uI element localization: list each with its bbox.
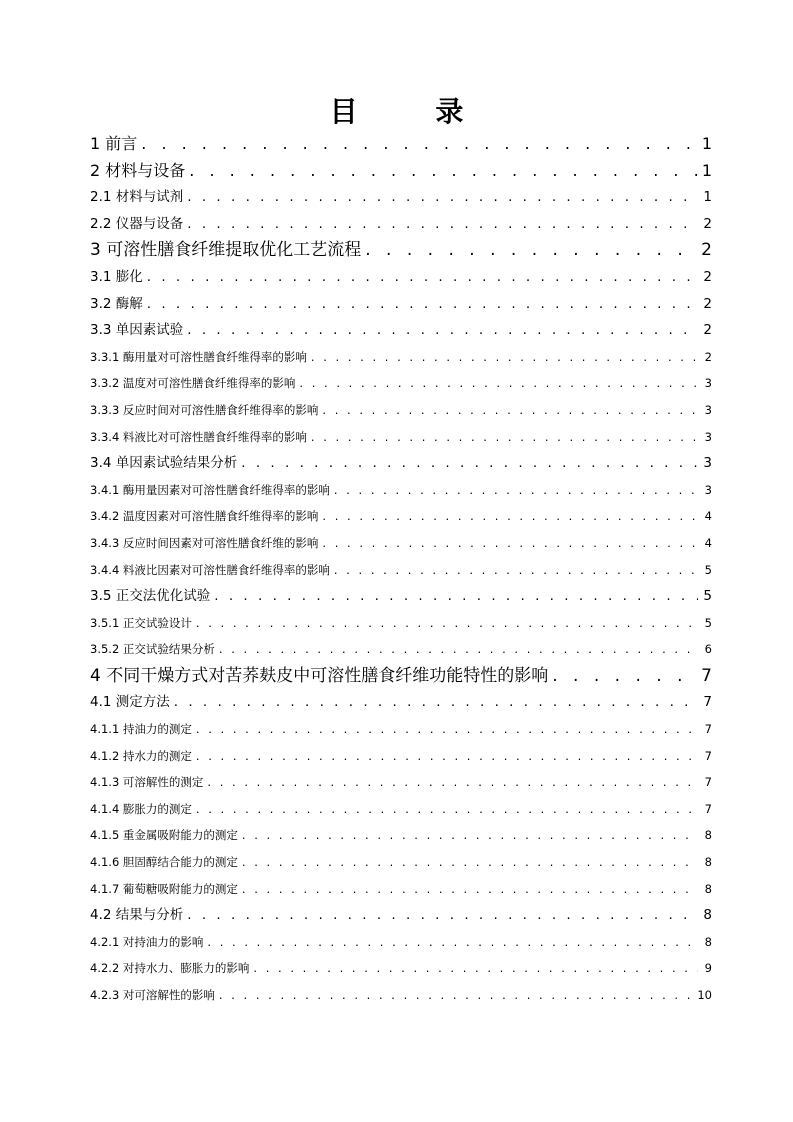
toc-entry-label: 2.2 仪器与设备 [90, 215, 184, 232]
toc-leader-dots [196, 716, 698, 743]
toc-page-number: 7 [704, 801, 712, 816]
toc-entry[interactable] [90, 902, 712, 929]
toc-entry[interactable] [90, 796, 712, 823]
toc-entry[interactable] [90, 503, 712, 530]
toc-title: 目 录 [329, 95, 498, 128]
toc-leader-dots [299, 370, 698, 397]
toc-entry[interactable] [90, 317, 712, 344]
toc-entry[interactable] [90, 689, 712, 716]
toc-leader-dots [322, 530, 698, 557]
toc-page-number: 1 [701, 134, 712, 153]
toc-entry-label: 3.4.3 反应时间因素对可溶性膳食纤维的影响 [90, 535, 319, 550]
toc-page-number: 7 [704, 748, 712, 763]
toc-leader-dots [147, 264, 698, 291]
toc-entry[interactable] [90, 237, 712, 264]
toc-entry-label: 3.5.1 正交试验设计 [90, 615, 192, 630]
toc-page-number: 2 [701, 240, 712, 261]
toc-leader-dots [334, 477, 698, 504]
toc-page-number: 8 [704, 855, 712, 870]
toc-page-number: 8 [704, 881, 712, 896]
toc-leader-dots [311, 344, 698, 371]
toc-leader-dots [196, 610, 698, 637]
toc-entry[interactable] [90, 769, 712, 796]
toc-leader-dots [219, 636, 698, 663]
toc-page-number: 3 [704, 429, 712, 444]
toc-page-number: 5 [704, 562, 712, 577]
toc-page-number: 3 [703, 455, 712, 472]
toc-leader-dots [187, 317, 698, 344]
toc-leader-dots [253, 955, 698, 982]
toc-entry[interactable] [90, 131, 712, 158]
toc-page-number: 2 [704, 349, 712, 364]
toc-page-number: 2 [703, 295, 712, 312]
toc-entry[interactable] [90, 530, 712, 557]
toc-entry-label: 3.4.2 温度因素对可溶性膳食纤维得率的影响 [90, 509, 319, 524]
toc-leader-dots [322, 503, 698, 530]
toc-leader-dots [189, 158, 698, 185]
toc-leader-dots [311, 424, 698, 451]
toc-entry-label: 3.3.3 反应时间对可溶性膳食纤维得率的影响 [90, 402, 319, 417]
toc-entry[interactable] [90, 397, 712, 424]
toc-page-number: 1 [703, 189, 712, 206]
toc-entry-label: 4 不同干燥方式对苦荞麸皮中可溶性膳食纤维功能特性的影响 [90, 665, 549, 686]
toc-page-number: 7 [701, 665, 712, 686]
toc-entry-label: 4.1.1 持油力的测定 [90, 722, 192, 737]
toc-page-number: 2 [703, 322, 712, 339]
toc-page-number: 5 [704, 615, 712, 630]
toc-leader-dots [241, 450, 698, 477]
toc-leader-dots [147, 291, 698, 318]
toc-leader-dots [187, 184, 698, 211]
toc-leader-dots [207, 769, 698, 796]
toc-entry-label: 3.5.2 正交试验结果分析 [90, 642, 215, 657]
toc-entry[interactable] [90, 876, 712, 903]
toc-entry-label: 3.2 酶解 [90, 295, 143, 312]
toc-entry[interactable] [90, 610, 712, 637]
toc-page-number: 2 [703, 215, 712, 232]
toc-entry-label: 3.3.1 酶用量对可溶性膳食纤维得率的影响 [90, 349, 307, 364]
toc-entry-label: 3.4.4 料液比因素对可溶性膳食纤维得率的影响 [90, 562, 330, 577]
toc-entry[interactable] [90, 424, 712, 451]
toc-page-number: 1 [701, 160, 712, 180]
toc-page-number: 3 [704, 482, 712, 497]
toc-entry[interactable] [90, 184, 712, 211]
toc-entry[interactable] [90, 982, 712, 1009]
toc-entry-label: 2 材料与设备 [90, 160, 186, 180]
toc-page-number: 10 [697, 988, 712, 1002]
toc-entry[interactable] [90, 849, 712, 876]
toc-leader-dots [242, 822, 698, 849]
toc-entry-label: 3.3.2 温度对可溶性膳食纤维得率的影响 [90, 376, 296, 391]
toc-page-number: 4 [704, 535, 712, 550]
toc-entry-label: 1 前言 [90, 134, 138, 153]
toc-entry[interactable] [90, 929, 712, 956]
toc-entry-label: 4.2.3 对可溶解性的影响 [90, 988, 215, 1002]
toc-leader-dots [187, 211, 698, 238]
table-of-contents [90, 131, 712, 1009]
toc-entry[interactable] [90, 663, 712, 690]
toc-leader-dots [141, 131, 698, 158]
toc-leader-dots [187, 902, 698, 929]
toc-leader-dots [242, 849, 698, 876]
toc-entry[interactable] [90, 583, 712, 610]
toc-page-number: 4 [704, 509, 712, 524]
toc-entry[interactable] [90, 477, 712, 504]
toc-entry-label: 3.5 正交法优化试验 [90, 588, 211, 605]
toc-entry-label: 4.2.2 对持水力、膨胀力的影响 [90, 961, 250, 976]
toc-page-number: 5 [703, 588, 712, 605]
toc-page-number: 8 [704, 934, 712, 949]
toc-leader-dots [334, 557, 698, 584]
toc-entry-label: 4.1.7 葡萄糖吸附能力的测定 [90, 881, 238, 896]
toc-page-number: 3 [704, 402, 712, 417]
toc-leader-dots [214, 583, 698, 610]
toc-page-number: 8 [704, 828, 712, 843]
toc-entry-label: 2.1 材料与试剂 [90, 189, 184, 206]
toc-entry[interactable] [90, 743, 712, 770]
toc-leader-dots [365, 237, 697, 264]
toc-leader-dots [242, 876, 698, 903]
toc-entry[interactable] [90, 370, 712, 397]
toc-page-number: 8 [703, 907, 712, 924]
toc-entry[interactable] [90, 955, 712, 982]
toc-entry-label: 3.4 单因素试验结果分析 [90, 455, 238, 472]
toc-leader-dots [219, 982, 693, 1009]
toc-leader-dots [196, 796, 698, 823]
toc-entry[interactable] [90, 716, 712, 743]
toc-entry-label: 4.1.6 胆固醇结合能力的测定 [90, 855, 238, 870]
toc-entry[interactable] [90, 158, 712, 185]
toc-entry-label: 4.2 结果与分析 [90, 907, 184, 924]
toc-leader-dots [552, 663, 697, 690]
toc-entry-label: 4.1.4 膨胀力的测定 [90, 801, 192, 816]
toc-entry[interactable] [90, 450, 712, 477]
toc-entry[interactable] [90, 264, 712, 291]
toc-entry-label: 4.1.5 重金属吸附能力的测定 [90, 828, 238, 843]
toc-entry-label: 3 可溶性膳食纤维提取优化工艺流程 [90, 240, 362, 261]
toc-leader-dots [207, 929, 698, 956]
toc-entry[interactable] [90, 211, 712, 238]
toc-entry-label: 3.4.1 酶用量因素对可溶性膳食纤维得率的影响 [90, 482, 330, 497]
toc-page-number: 7 [703, 694, 712, 711]
toc-leader-dots [322, 397, 698, 424]
toc-entry[interactable] [90, 636, 712, 663]
toc-entry-label: 3.1 膨化 [90, 268, 143, 285]
toc-entry-label: 3.3.4 料液比对可溶性膳食纤维得率的影响 [90, 429, 307, 444]
toc-page-number: 3 [704, 376, 712, 391]
toc-page-number: 6 [704, 642, 712, 657]
toc-page-number: 2 [703, 268, 712, 285]
toc-entry-label: 4.1.3 可溶解性的测定 [90, 775, 204, 790]
toc-entry-label: 4.1.2 持水力的测定 [90, 748, 192, 763]
toc-entry-label: 4.2.1 对持油力的影响 [90, 934, 204, 949]
toc-entry[interactable] [90, 291, 712, 318]
toc-page-number: 7 [704, 722, 712, 737]
toc-leader-dots [174, 689, 698, 716]
toc-entry-label: 3.3 单因素试验 [90, 322, 184, 339]
toc-entry-label: 4.1 测定方法 [90, 694, 170, 711]
toc-page-number: 9 [704, 961, 712, 976]
toc-entry[interactable] [90, 822, 712, 849]
toc-leader-dots [196, 743, 698, 770]
toc-entry[interactable] [90, 557, 712, 584]
toc-page-number: 7 [704, 775, 712, 790]
toc-entry[interactable] [90, 344, 712, 371]
